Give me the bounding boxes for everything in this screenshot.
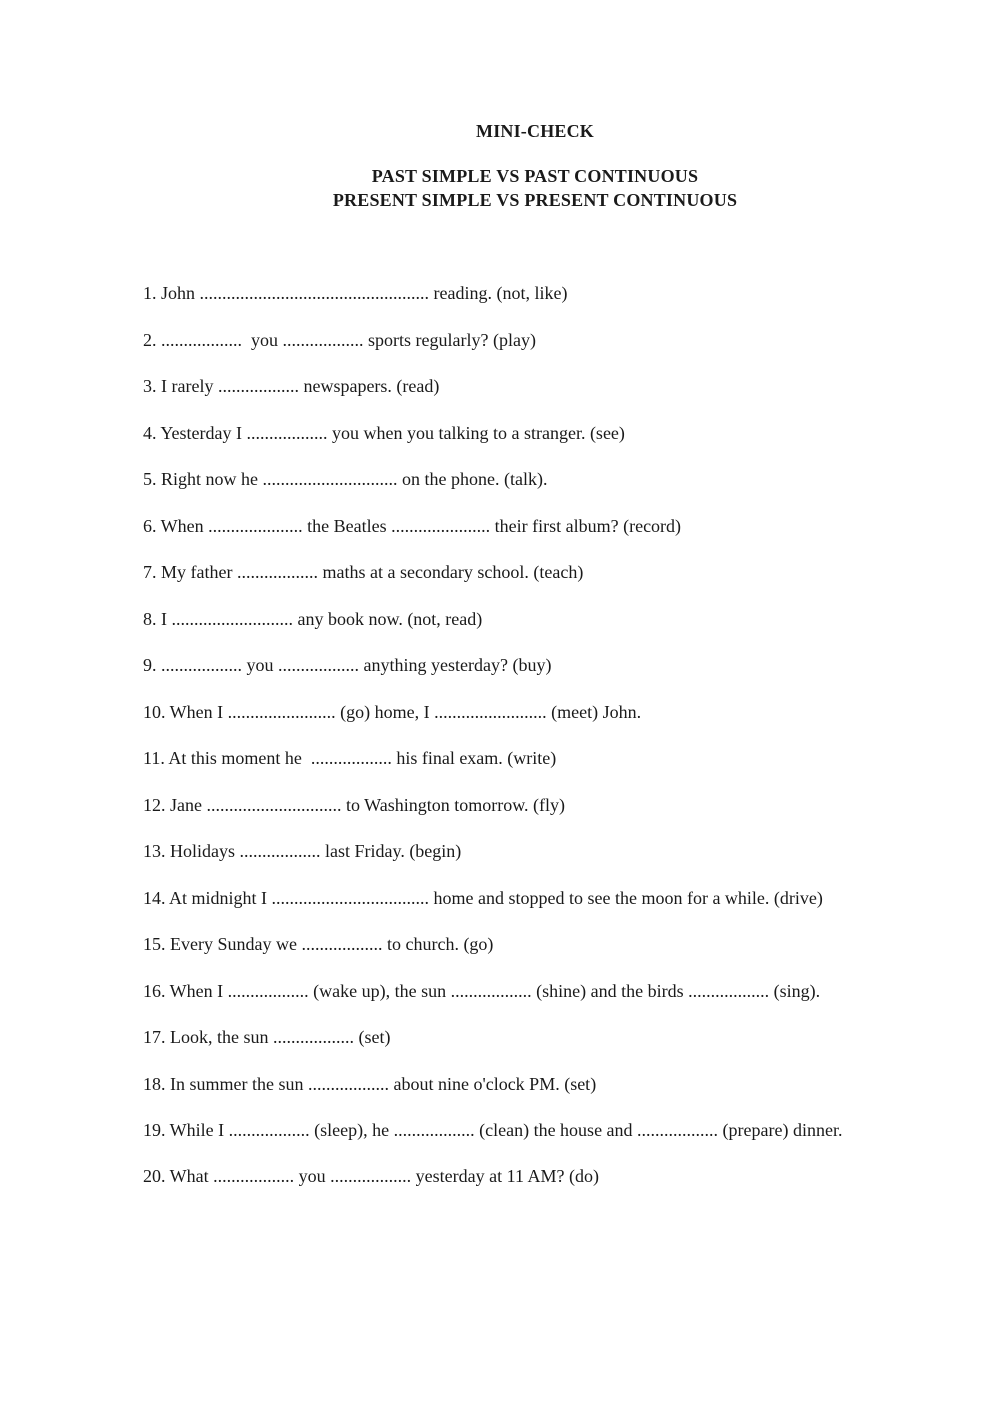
exercise-item-16: 16. When I .................. (wake up), the sun .................. (shine) and the birds .................. (sing). bbox=[143, 980, 821, 1001]
exercise-item-2: 2. .................. you .................. sports regularly? (play) bbox=[143, 329, 536, 350]
exercise-item-19: 19. While I .................. (sleep), he .................. (clean) the house and .................. (prepare) dinner. bbox=[143, 1120, 843, 1140]
exercise-item-4: 4. Yesterday I .................. you when you talking to a stranger. (see) bbox=[143, 422, 625, 443]
exercise-item-14: 14. At midnight I ................................... home and stopped to see the moon for a while. (drive) bbox=[143, 887, 823, 908]
exercise-item-3: 3. I rarely .................. newspapers. (read) bbox=[143, 376, 440, 396]
exercise-item-20: 20. What .................. you .................. yesterday at 11 AM? (do) bbox=[143, 1166, 599, 1186]
exercise-item-12: 12. Jane .............................. to Washington tomorrow. (fly) bbox=[143, 794, 566, 815]
exercise-item-1: 1. John ................................................... reading. (not, like) bbox=[143, 283, 568, 303]
exercise-item-7: 7. My father .................. maths at a secondary school. (teach) bbox=[143, 562, 584, 582]
exercise-item-5: 5. Right now he .............................. on the phone. (talk). bbox=[143, 469, 548, 489]
exercise-item-10: 10. When I ........................ (go) home, I ......................... (meet) John. bbox=[143, 701, 642, 722]
exercise-item-6: 6. When ..................... the Beatles ...................... their first album? (record) bbox=[143, 515, 682, 536]
exercise-item-8: 8. I ........................... any book now. (not, read) bbox=[143, 608, 483, 629]
exercise-item-18: 18. In summer the sun .................. about nine o'clock PM. (set) bbox=[143, 1073, 597, 1094]
worksheet-subtitle-line-1: PAST SIMPLE VS PAST CONTINUOUS bbox=[371, 166, 699, 186]
exercise-item-17: 17. Look, the sun .................. (set) bbox=[143, 1027, 391, 1047]
worksheet-subtitle-line-2: PRESENT SIMPLE VS PRESENT CONTINUOUS bbox=[332, 190, 738, 210]
worksheet-title: MINI-CHECK bbox=[476, 121, 594, 141]
exercise-item-13: 13. Holidays .................. last Friday. (begin) bbox=[143, 841, 462, 861]
exercise-item-15: 15. Every Sunday we .................. to church. (go) bbox=[143, 934, 494, 954]
exercise-item-9: 9. .................. you .................. anything yesterday? (buy) bbox=[143, 655, 552, 675]
exercise-item-11: 11. At this moment he .................. his final exam. (write) bbox=[143, 748, 557, 768]
exercise-list bbox=[143, 282, 933, 1212]
